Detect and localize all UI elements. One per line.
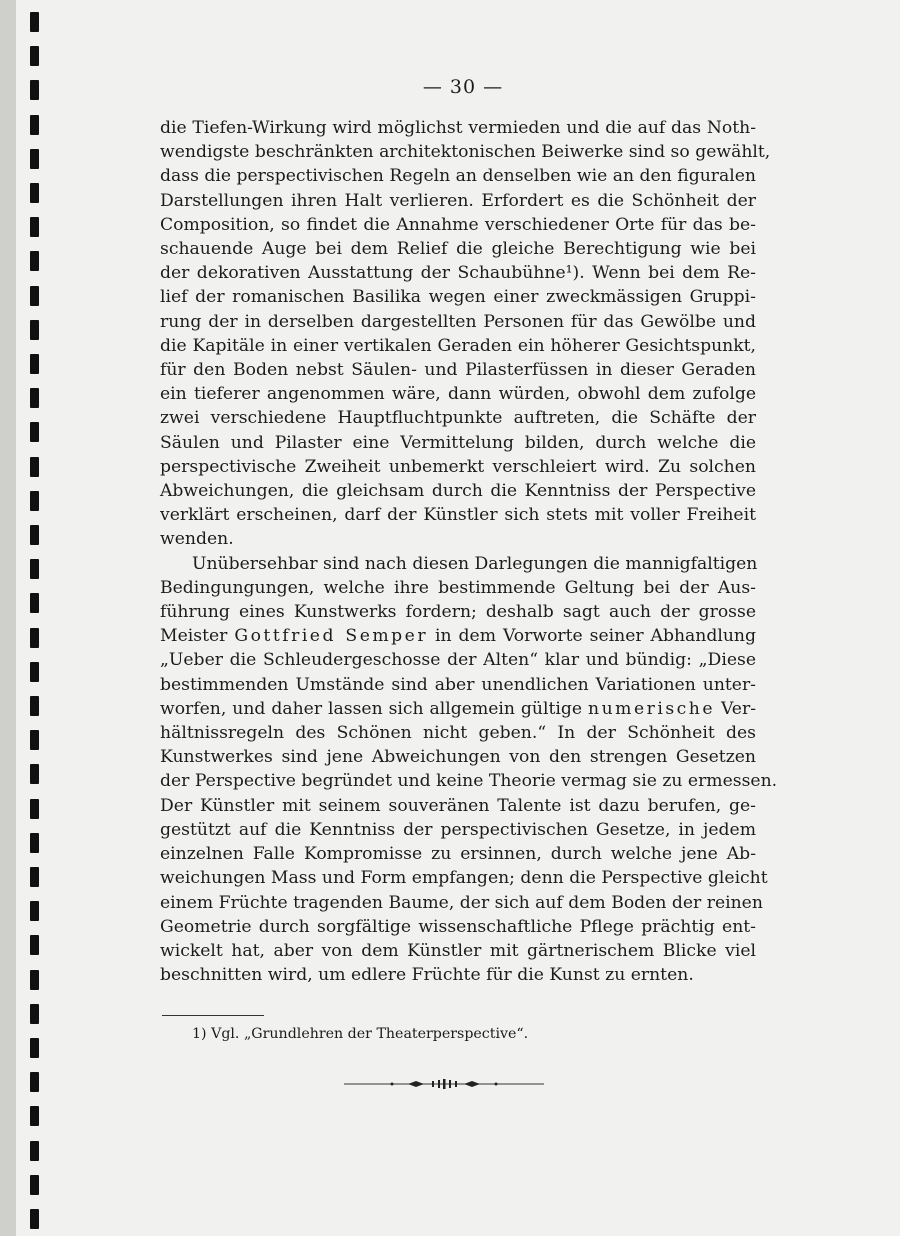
text-line: rung der in derselben dargestellten Personen für das Gewölbe und [160,311,756,332]
binding-ring [30,764,39,784]
binding-ring [30,46,39,66]
text-line: gestützt auf die Kenntniss der perspectivischen Gesetze, in jedem [160,819,756,840]
binding-ring [30,935,39,955]
text-line: bestimmenden Umstände sind aber unendlichen Variationen unter- [160,674,756,695]
text-line: worfen, und daher lassen sich allgemein gültige numerische Ver- [160,698,756,719]
binding-strip [0,0,16,1236]
body-text [160,116,778,987]
binding-ring [30,422,39,442]
text-line: einem Früchte tragenden Baume, der sich auf dem Boden der reinen [160,892,763,913]
binding-ring [30,1038,39,1058]
text-line: „Ueber die Schleudergeschosse der Alten“ klar und bündig: „Diese [160,650,756,671]
binding-ring [30,183,39,203]
text-line: die Tiefen-Wirkung wird möglichst vermieden und die auf das Noth- [160,118,756,138]
end-ornament [344,1074,544,1094]
text-line: der Perspective begründet und keine Theorie vermag sie zu ermessen. [160,771,778,792]
footnote: 1) Vgl. „Grundlehren der Theaterperspective“. [192,1026,529,1042]
binding-ring [30,388,39,408]
text-line: Geometrie durch sorgfältige wissenschaftliche Pflege prächtig ent- [160,916,756,937]
binding-ring [30,799,39,819]
text-line: Kunstwerkes sind jene Abweichungen von den strengen Gesetzen [160,747,756,768]
binding-ring [30,867,39,887]
binding-ring [30,491,39,511]
text-line: Der Künstler mit seinem souveränen Talente ist dazu berufen, ge- [160,795,756,816]
binding-ring [30,149,39,169]
binding-ring [30,217,39,237]
text-line: Darstellungen ihren Halt verlieren. Erfordert es die Schönheit der [160,190,756,211]
footnote-rule [162,1015,264,1016]
text-line: dass die perspectivischen Regeln an denselben wie an den figuralen [160,166,756,187]
text-line: für den Boden nebst Säulen- und Pilasterfüssen in dieser Geraden [160,360,756,381]
binding-ring [30,730,39,750]
text-line: Bedingungungen, welche ihre bestimmende Geltung bei der Aus- [160,577,756,598]
text-line: perspectivische Zweiheit unbemerkt verschleiert wird. Zu solchen [160,456,756,477]
binding-ring [30,286,39,306]
text-line: Säulen und Pilaster eine Vermittelung bilden, durch welche die [160,432,756,453]
binding-ring [30,1141,39,1161]
text-line: führung eines Kunstwerks fordern; deshalb sagt auch der grosse [160,602,756,623]
text-line: verklärt erscheinen, darf der Künstler sich stets mit voller Freiheit [160,505,756,526]
text-line: wickelt hat, aber von dem Künstler mit gärtnerischem Blicke viel [160,940,756,961]
binding-ring [30,696,39,716]
emphasis-spaced: numerische [588,698,716,719]
binding-ring [30,251,39,271]
paragraph-2 [160,552,778,988]
text-line: Composition, so findet die Annahme verschiedener Orte für das be- [160,214,756,235]
text-line: ein tieferer angenommen wäre, dann würden, obwohl dem zufolge [160,384,756,405]
binding-ring [30,1004,39,1024]
text-line: die Kapitäle in einer vertikalen Geraden ein höherer Gesichtspunkt, [160,335,756,356]
text-line: zwei verschiedene Hauptfluchtpunkte auftreten, die Schäfte der [160,408,756,429]
binding-ring [30,1209,39,1229]
binding-ring [30,662,39,682]
text-line: einzelnen Falle Kompromisse zu ersinnen, durch welche jene Ab- [160,844,756,865]
spiral-binding [0,0,48,1236]
text-line: weichungen Mass und Form empfangen; denn die Perspective gleicht [160,868,768,889]
binding-ring [30,593,39,613]
paragraph-1 [160,116,771,552]
binding-ring [30,833,39,853]
text-line: lief der romanischen Basilika wegen einer zweckmässigen Gruppi- [160,287,756,308]
binding-ring [30,628,39,648]
binding-ring [30,901,39,921]
text-line: Meister Gottfried Semper in dem Vorworte seiner Abhandlung [160,626,756,647]
emphasis-spaced: Gottfried Semper [234,626,429,647]
page-number: — 30 — [422,76,504,98]
binding-ring [30,525,39,545]
binding-ring [30,12,39,32]
text-line: schauende Auge bei dem Relief die gleiche Berechtigung wie bei [160,239,756,260]
binding-ring [30,1106,39,1126]
text-line: wendigste beschränkten architektonischen Beiwerke sind so gewählt, [160,142,771,163]
text-line: beschnitten wird, um edlere Früchte für die Kunst zu ernten. [160,965,694,986]
binding-ring [30,970,39,990]
text-line: hältnissregeln des Schönen nicht geben.“ In der Schönheit des [160,723,756,744]
binding-ring [30,354,39,374]
text-line: Abweichungen, die gleichsam durch die Kenntniss der Perspective [160,481,756,502]
text-line: der dekorativen Ausstattung der Schaubühne¹). Wenn bei dem Re- [160,263,756,284]
binding-ring [30,115,39,135]
binding-ring [30,320,39,340]
binding-ring [30,559,39,579]
text-line: Unübersehbar sind nach diesen Darlegungen die mannigfaltigen [192,553,758,574]
text-line: wenden. [160,529,234,550]
binding-ring [30,1072,39,1092]
binding-ring [30,1175,39,1195]
binding-ring [30,457,39,477]
